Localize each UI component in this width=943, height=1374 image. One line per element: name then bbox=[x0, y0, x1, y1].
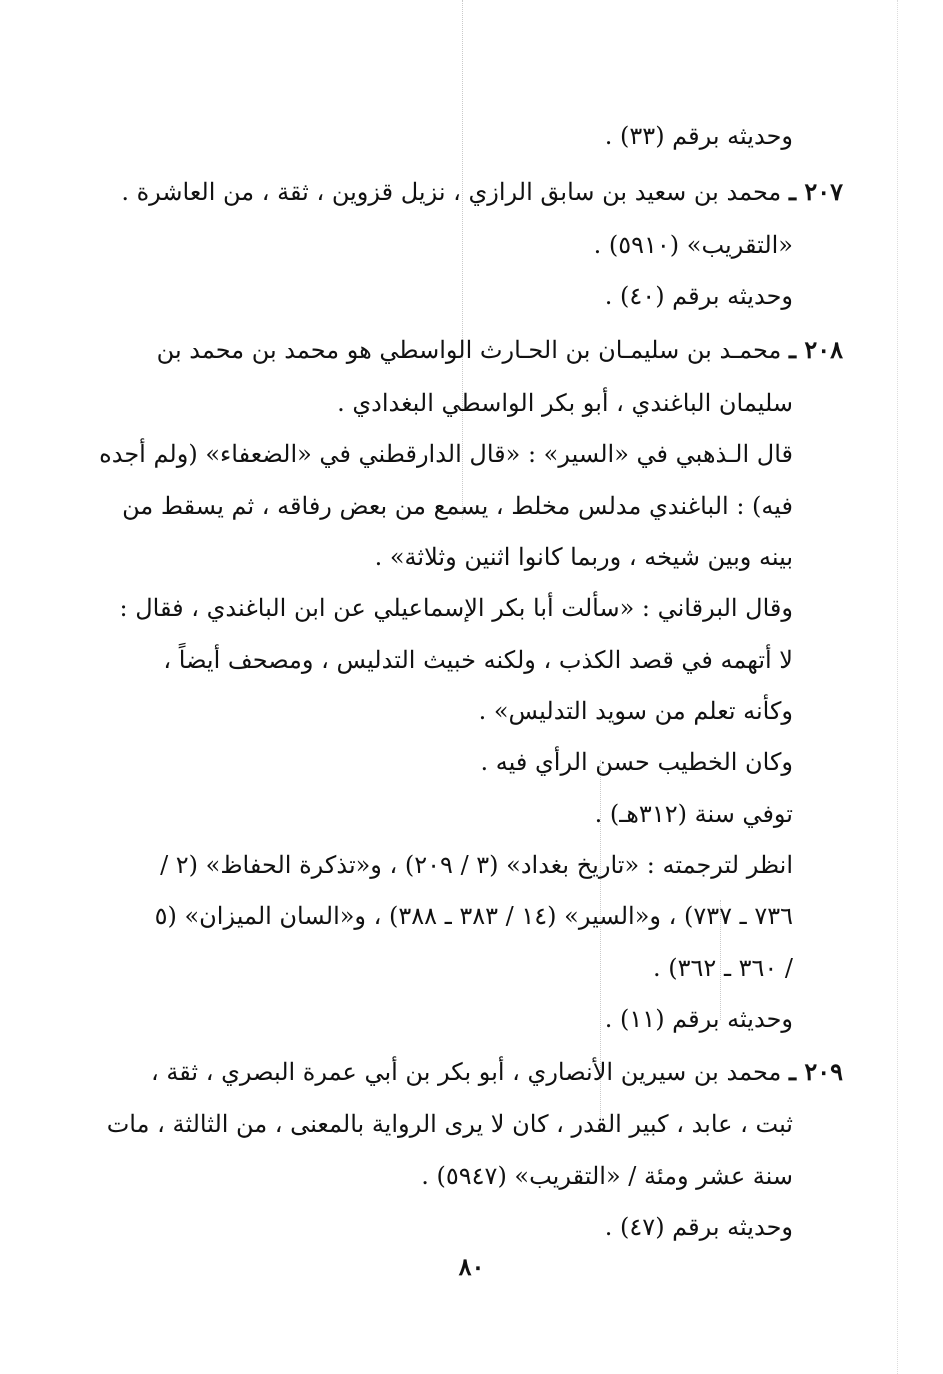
line-text: محمد بن سعيد بن سابق الرازي ، نزيل قزوين ، ثقة ، من العاشرة . bbox=[121, 178, 782, 206]
line-text: وكأنه تعلم من سويد التدليس» . bbox=[478, 697, 793, 725]
line-text: / ٣٦٠ ـ ٣٦٢) . bbox=[653, 954, 793, 982]
text-line bbox=[421, 1150, 793, 1202]
line-text: وحديثه برقم (١١) . bbox=[604, 1005, 793, 1033]
entry-heading bbox=[121, 166, 843, 218]
line-text: وحديثه برقم (٤٧) . bbox=[604, 1213, 793, 1241]
line-text: بينه وبين شيخه ، وربما كانوا اثنين وثلاثة» . bbox=[374, 543, 793, 571]
line-text: وقال البرقاني : «سألت أبا بكر الإسماعيلي عن ابن الباغندي ، فقال : bbox=[119, 594, 793, 622]
page-number: ٨٠ bbox=[458, 1252, 485, 1281]
text-line bbox=[595, 788, 793, 840]
scan-artifact bbox=[897, 0, 898, 1374]
text-line bbox=[120, 582, 793, 634]
text-line bbox=[107, 1098, 793, 1150]
entry-number: ٢٠٩ ـ bbox=[788, 1057, 843, 1086]
text-line bbox=[337, 377, 793, 429]
entry-number: ٢٠٨ ـ bbox=[788, 335, 843, 364]
text-line bbox=[375, 531, 793, 583]
text-line bbox=[155, 890, 793, 942]
text-line bbox=[160, 839, 793, 891]
text-line bbox=[481, 736, 793, 788]
text-line bbox=[605, 270, 793, 322]
line-text: وكان الخطيب حسن الرأي فيه . bbox=[480, 748, 793, 776]
line-text: ٧٣٦ ـ ٧٣٧) ، و«السير» (١٤ / ٣٨٣ ـ ٣٨٨) ، و«السان الميزان» (٥ bbox=[154, 902, 793, 930]
line-text: قال الـذهبي في «السير» : «قال الدارقطني في «الضعفاء» (ولم أجده bbox=[99, 440, 793, 468]
line-text: محمـد بن سليمـان بن الحـارث الواسطي هو محمد بن محمد بن bbox=[156, 336, 782, 364]
text-line bbox=[99, 428, 793, 480]
text-line bbox=[122, 480, 793, 532]
line-text: وحديثه برقم (٤٠) . bbox=[604, 282, 793, 310]
line-text: لا أتهمه في قصد الكذب ، ولكنه خبيث التدليس ، ومصحف أيضاً ، bbox=[163, 646, 793, 674]
entry-number: ٢٠٧ ـ bbox=[788, 177, 843, 206]
entry-heading bbox=[157, 324, 843, 376]
text-line bbox=[594, 219, 793, 271]
line-text: محمد بن سيرين الأنصاري ، أبو بكر بن أبي عمرة البصري ، ثقة ، bbox=[151, 1058, 782, 1086]
line-text: سنة عشر ومئة / «التقريب» (٥٩٤٧) . bbox=[421, 1162, 793, 1190]
line-text: انظر لترجمته : «تاريخ بغداد» (٣ / ٢٠٩) ، و«تذكرة الحفاظ» (٢ / bbox=[160, 851, 793, 879]
line-text: توفي سنة (٣١٢هـ) . bbox=[594, 800, 793, 828]
text-line bbox=[605, 1201, 793, 1253]
text-line bbox=[653, 942, 793, 994]
line-text: «التقريب» (٥٩١٠) . bbox=[593, 231, 793, 259]
line-text: سليمان الباغندي ، أبو بكر الواسطي البغدادي . bbox=[337, 389, 793, 417]
entry-heading bbox=[151, 1046, 843, 1098]
line-text: وحديثه برقم (٣٣) . bbox=[604, 122, 793, 150]
line-text: فيه) : الباغندي مدلس مخلط ، يسمع من بعض رفاقه ، ثم يسقط من bbox=[122, 492, 793, 520]
text-line bbox=[605, 993, 793, 1045]
line-text: ثبت ، عابد ، كبير القدر ، كان لا يرى الرواية بالمعنى ، من الثالثة ، مات bbox=[106, 1110, 793, 1138]
text-line bbox=[163, 634, 793, 686]
text-line bbox=[605, 110, 793, 162]
text-line bbox=[479, 685, 793, 737]
